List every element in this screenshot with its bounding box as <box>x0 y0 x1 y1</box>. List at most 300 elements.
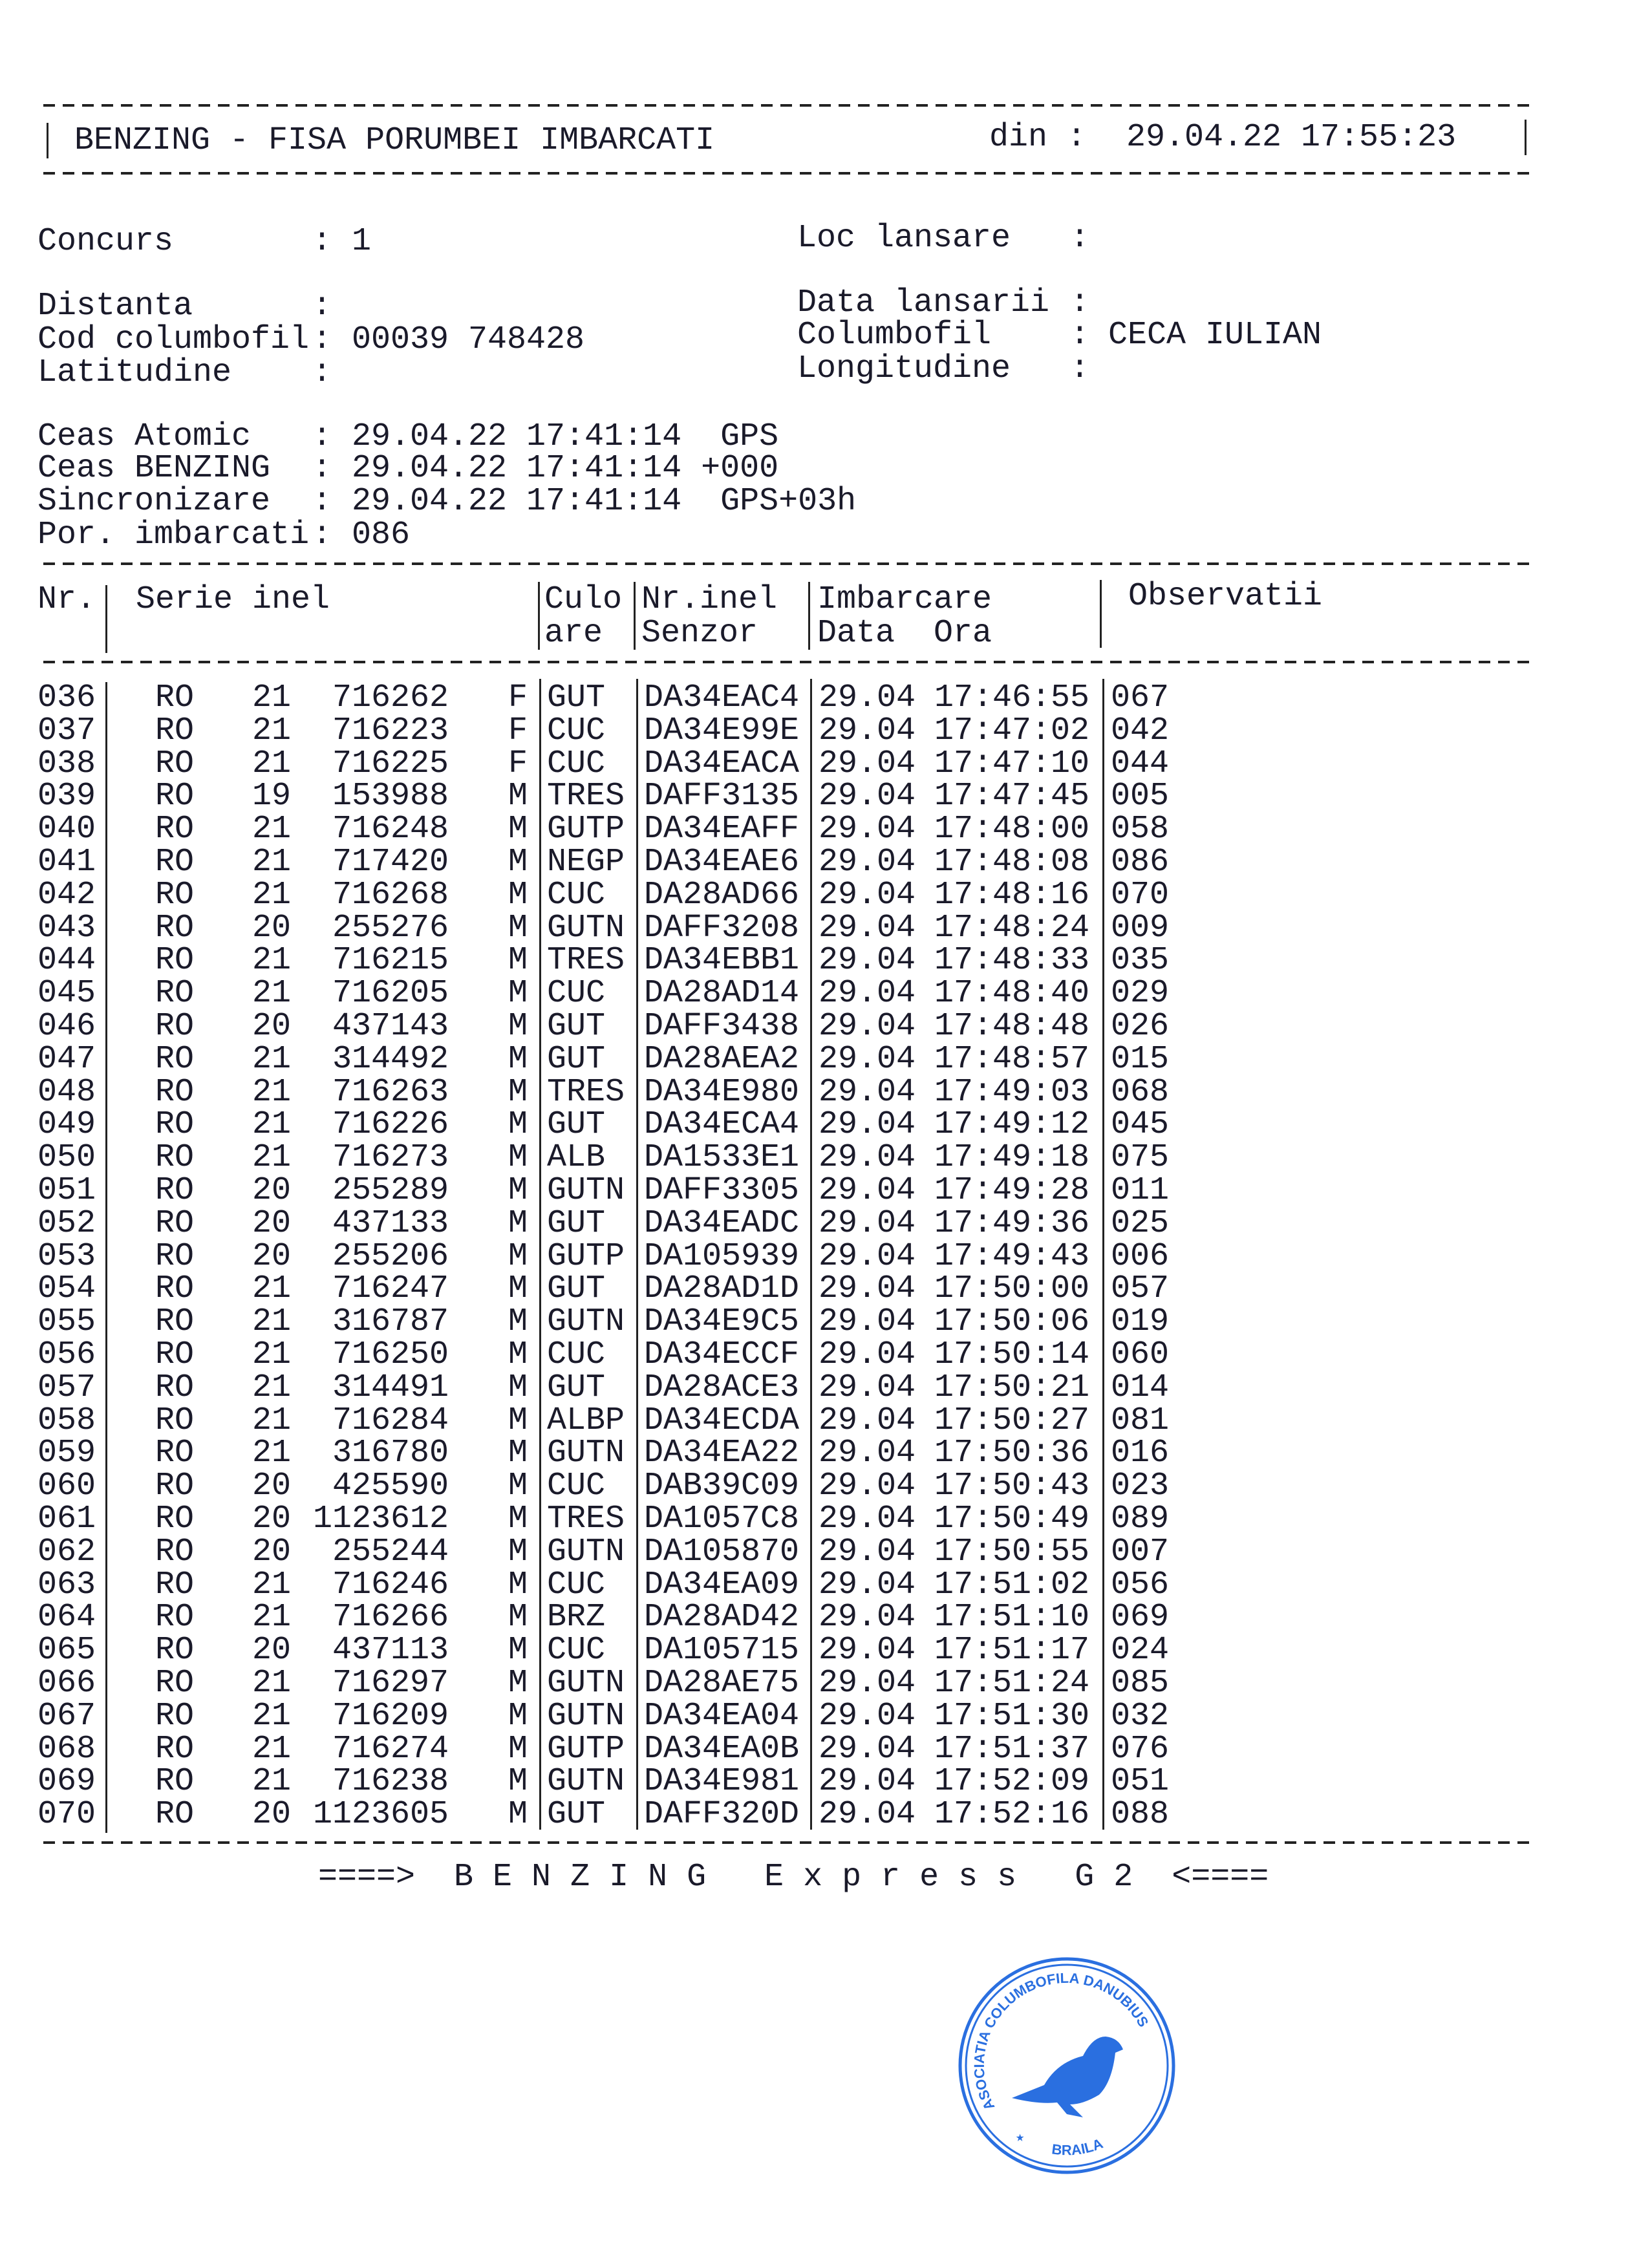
cell-year: 21 <box>252 745 292 782</box>
cell-ring-number: 716268 <box>332 876 449 914</box>
cell-date: 29.04 <box>819 1730 916 1768</box>
cell-time: 17:51:24 <box>934 1665 1090 1702</box>
cell-ring-number: 716263 <box>332 1073 449 1111</box>
cell-time: 17:48:08 <box>934 844 1090 881</box>
cell-sensor: DAFF3135 <box>644 778 800 815</box>
cell-nr: 046 <box>38 1008 96 1045</box>
cell-time: 17:49:12 <box>934 1106 1090 1144</box>
cell-observatii: 067 <box>1111 679 1170 716</box>
cell-country: RO <box>155 1073 195 1111</box>
cell-date: 29.04 <box>819 1073 916 1111</box>
cell-color: GUTP <box>547 1730 625 1768</box>
cell-year: 21 <box>252 844 292 881</box>
cell-color: GUTN <box>547 1533 625 1570</box>
cell-ring-number: 437143 <box>332 1008 449 1045</box>
cell-ring-number: 716205 <box>332 975 449 1012</box>
columbofil-label: Columbofil <box>797 317 992 354</box>
cell-nr: 064 <box>38 1599 96 1636</box>
cell-date: 29.04 <box>819 942 916 979</box>
cell-sensor: DA34ECA4 <box>644 1106 800 1144</box>
cell-ring-number: 153988 <box>332 778 449 815</box>
cell-color: BRZ <box>547 1599 606 1636</box>
cell-color: CUC <box>547 1632 606 1669</box>
colon: : <box>1070 220 1090 257</box>
cell-time: 17:50:49 <box>934 1501 1090 1537</box>
cell-color: CUC <box>547 712 606 749</box>
cell-date: 29.04 <box>819 1139 916 1177</box>
ceas-atomic-label: Ceas Atomic <box>38 418 252 455</box>
cell-sensor: DAFF320D <box>644 1796 800 1834</box>
cell-sensor: DA34EAFF <box>644 811 800 848</box>
cell-date: 29.04 <box>819 811 916 848</box>
cell-color: GUTP <box>547 1237 625 1275</box>
cell-color: CUC <box>547 745 606 782</box>
cell-country: RO <box>155 975 195 1012</box>
cell-sensor: DAFF3305 <box>644 1172 800 1209</box>
cell-color: GUT <box>547 1204 606 1242</box>
cell-date: 29.04 <box>819 1435 916 1472</box>
header-culoare: Culo <box>544 581 623 618</box>
cell-ring-number: 425590 <box>332 1468 449 1505</box>
cell-observatii: 035 <box>1111 942 1170 979</box>
data-lansarii-label: Data lansarii <box>797 284 1050 321</box>
cell-time: 17:51:10 <box>934 1599 1090 1636</box>
cell-time: 17:50:14 <box>934 1336 1090 1373</box>
cell-country: RO <box>155 1008 195 1045</box>
cell-ring-number: 316787 <box>332 1303 449 1341</box>
cell-observatii: 005 <box>1111 778 1170 815</box>
cell-observatii: 016 <box>1111 1435 1170 1472</box>
cell-sex: M <box>508 876 528 914</box>
cell-time: 17:48:57 <box>934 1040 1090 1078</box>
cell-country: RO <box>155 1172 195 1209</box>
cell-observatii: 085 <box>1111 1665 1170 1702</box>
cell-sex: F <box>508 679 528 716</box>
cell-observatii: 032 <box>1111 1697 1170 1735</box>
cell-sensor: DA1533E1 <box>644 1139 800 1177</box>
cell-ring-number: 716250 <box>332 1336 449 1373</box>
cell-sex: M <box>508 1303 528 1341</box>
cell-color: GUTP <box>547 811 625 848</box>
cell-date: 29.04 <box>819 778 916 815</box>
cell-date: 29.04 <box>819 1270 916 1308</box>
cell-sex: M <box>508 1599 528 1636</box>
cell-observatii: 069 <box>1111 1599 1170 1636</box>
cell-nr: 059 <box>38 1435 96 1472</box>
cell-sex: M <box>508 811 528 848</box>
cell-country: RO <box>155 1599 195 1636</box>
cell-date: 29.04 <box>819 1763 916 1801</box>
cell-date: 29.04 <box>819 1796 916 1834</box>
cell-nr: 056 <box>38 1336 96 1373</box>
cell-country: RO <box>155 679 195 716</box>
cell-sex: M <box>508 1566 528 1603</box>
cell-country: RO <box>155 876 195 914</box>
cell-observatii: 011 <box>1111 1172 1170 1209</box>
cell-date: 29.04 <box>819 1632 916 1669</box>
cell-country: RO <box>155 1435 195 1472</box>
cod-columbofil-value: 00039 748428 <box>352 321 585 358</box>
stamp-bottom-text: BRAILA <box>1051 2135 1106 2159</box>
cell-sensor: DA105715 <box>644 1632 800 1669</box>
cell-sex: M <box>508 1402 528 1439</box>
cell-color: GUT <box>547 1008 606 1045</box>
cell-country: RO <box>155 909 195 947</box>
cell-sensor: DA28AD42 <box>644 1599 800 1636</box>
cell-observatii: 070 <box>1111 876 1170 914</box>
cell-sex: M <box>508 1533 528 1570</box>
cell-time: 17:48:48 <box>934 1008 1090 1045</box>
cell-year: 21 <box>252 1435 292 1472</box>
svg-text:BRAILA <box>1051 2135 1105 2159</box>
cod-columbofil-label: Cod columbofil <box>38 321 310 358</box>
cell-nr: 048 <box>38 1073 96 1111</box>
column-divider <box>1100 580 1102 648</box>
colon: : <box>312 517 332 553</box>
cell-date: 29.04 <box>819 1501 916 1537</box>
cell-color: GUTN <box>547 1435 625 1472</box>
cell-time: 17:46:55 <box>934 679 1090 716</box>
cell-year: 21 <box>252 1763 292 1801</box>
cell-year: 20 <box>252 1533 292 1570</box>
cell-color: ALBP <box>547 1402 625 1439</box>
cell-observatii: 025 <box>1111 1204 1170 1242</box>
cell-date: 29.04 <box>819 1040 916 1078</box>
cell-time: 17:52:09 <box>934 1763 1090 1801</box>
cell-country: RO <box>155 1402 195 1439</box>
footer-banner: ====> B E N Z I N G E x p r e s s G 2 <==== <box>318 1859 1269 1896</box>
cell-ring-number: 716284 <box>332 1402 449 1439</box>
cell-time: 17:50:00 <box>934 1270 1090 1308</box>
cell-ring-number: 255289 <box>332 1172 449 1209</box>
cell-nr: 043 <box>38 909 96 947</box>
cell-observatii: 058 <box>1111 811 1170 848</box>
cell-sensor: DA34E9C5 <box>644 1303 800 1341</box>
cell-observatii: 015 <box>1111 1040 1170 1078</box>
cell-nr: 051 <box>38 1172 96 1209</box>
cell-color: CUC <box>547 1468 606 1505</box>
cell-sex: M <box>508 942 528 979</box>
cell-sensor: DA34ECCF <box>644 1336 800 1373</box>
cell-year: 20 <box>252 1501 292 1537</box>
sincronizare-value: 29.04.22 17:41:14 GPS+03h <box>352 483 857 520</box>
cell-date: 29.04 <box>819 745 916 782</box>
cell-nr: 065 <box>38 1632 96 1669</box>
cell-country: RO <box>155 778 195 815</box>
por-imbarcati-label: Por. imbarcati <box>38 517 310 553</box>
cell-date: 29.04 <box>819 844 916 881</box>
colon: : <box>312 223 332 260</box>
cell-year: 21 <box>252 1336 292 1373</box>
cell-ring-number: 314492 <box>332 1040 449 1078</box>
colon: : <box>1070 317 1090 354</box>
cell-sex: M <box>508 1697 528 1735</box>
cell-year: 20 <box>252 1468 292 1505</box>
cell-sex: M <box>508 1270 528 1308</box>
cell-color: TRES <box>547 1501 625 1537</box>
colon: : <box>312 321 332 358</box>
cell-year: 21 <box>252 1139 292 1177</box>
cell-country: RO <box>155 745 195 782</box>
cell-sex: M <box>508 1468 528 1505</box>
cell-observatii: 056 <box>1111 1566 1170 1603</box>
cell-date: 29.04 <box>819 909 916 947</box>
cell-time: 17:50:06 <box>934 1303 1090 1341</box>
column-divider <box>105 682 107 1833</box>
cell-ring-number: 716238 <box>332 1763 449 1801</box>
cell-time: 17:49:43 <box>934 1237 1090 1275</box>
cell-color: CUC <box>547 975 606 1012</box>
cell-sex: M <box>508 1336 528 1373</box>
cell-time: 17:47:10 <box>934 745 1090 782</box>
cell-sex: F <box>508 712 528 749</box>
cell-color: CUC <box>547 1566 606 1603</box>
cell-year: 20 <box>252 909 292 947</box>
cell-year: 21 <box>252 1730 292 1768</box>
cell-sex: M <box>508 975 528 1012</box>
cell-country: RO <box>155 1665 195 1702</box>
cell-sex: M <box>508 1204 528 1242</box>
cell-country: RO <box>155 1697 195 1735</box>
cell-date: 29.04 <box>819 1599 916 1636</box>
cell-sex: M <box>508 1501 528 1537</box>
column-divider <box>538 582 540 650</box>
cell-color: TRES <box>547 778 625 815</box>
cell-ring-number: 716246 <box>332 1566 449 1603</box>
cell-nr: 054 <box>38 1270 96 1308</box>
cell-year: 20 <box>252 1237 292 1275</box>
cell-observatii: 026 <box>1111 1008 1170 1045</box>
cell-ring-number: 716209 <box>332 1697 449 1735</box>
cell-time: 17:48:40 <box>934 975 1090 1012</box>
cell-date: 29.04 <box>819 1237 916 1275</box>
report-date-value: 29.04.22 17:55:23 <box>1126 119 1457 156</box>
cell-date: 29.04 <box>819 876 916 914</box>
cell-ring-number: 314491 <box>332 1369 449 1406</box>
ceas-benzing-label: Ceas BENZING <box>38 450 271 487</box>
cell-color: TRES <box>547 942 625 979</box>
cell-date: 29.04 <box>819 1369 916 1406</box>
divider <box>43 1841 1530 1844</box>
cell-observatii: 019 <box>1111 1303 1170 1341</box>
cell-year: 21 <box>252 1303 292 1341</box>
cell-sex: F <box>508 745 528 782</box>
colon: : <box>312 418 332 455</box>
cell-time: 17:50:27 <box>934 1402 1090 1439</box>
cell-sensor: DA28AD1D <box>644 1270 800 1308</box>
column-divider <box>810 679 812 1830</box>
cell-ring-number: 717420 <box>332 844 449 881</box>
cell-time: 17:49:03 <box>934 1073 1090 1111</box>
cell-color: GUT <box>547 1369 606 1406</box>
cell-color: GUT <box>547 1106 606 1144</box>
cell-sensor: DA34EA09 <box>644 1566 800 1603</box>
report-date-label: din : <box>989 119 1087 156</box>
cell-sex: M <box>508 1665 528 1702</box>
cell-date: 29.04 <box>819 1204 916 1242</box>
cell-country: RO <box>155 1730 195 1768</box>
cell-sensor: DAFF3208 <box>644 909 800 947</box>
cell-sex: M <box>508 1763 528 1801</box>
cell-ring-number: 716223 <box>332 712 449 749</box>
cell-time: 17:49:18 <box>934 1139 1090 1177</box>
cell-nr: 052 <box>38 1204 96 1242</box>
colon: : <box>312 288 332 325</box>
cell-nr: 050 <box>38 1139 96 1177</box>
star-icon: ★ <box>1016 2130 1025 2146</box>
cell-observatii: 086 <box>1111 844 1170 881</box>
column-divider <box>634 582 636 650</box>
cell-sensor: DA34EA04 <box>644 1697 800 1735</box>
cell-color: GUT <box>547 679 606 716</box>
cell-year: 21 <box>252 1697 292 1735</box>
cell-date: 29.04 <box>819 1336 916 1373</box>
cell-time: 17:50:55 <box>934 1533 1090 1570</box>
cell-time: 17:50:21 <box>934 1369 1090 1406</box>
cell-nr: 037 <box>38 712 96 749</box>
header-senzor: Nr.inel <box>641 581 778 618</box>
divider <box>43 104 1530 107</box>
cell-nr: 058 <box>38 1402 96 1439</box>
cell-country: RO <box>155 942 195 979</box>
cell-nr: 038 <box>38 745 96 782</box>
cell-sex: M <box>508 1139 528 1177</box>
cell-color: GUTN <box>547 1303 625 1341</box>
cell-color: GUTN <box>547 909 625 947</box>
latitudine-label: Latitudine <box>38 354 232 391</box>
cell-country: RO <box>155 712 195 749</box>
cell-ring-number: 255276 <box>332 909 449 947</box>
colon: : <box>1070 350 1090 387</box>
cell-sensor: DA34EA0B <box>644 1730 800 1768</box>
cell-time: 17:50:43 <box>934 1468 1090 1505</box>
cell-nr: 070 <box>38 1796 96 1834</box>
cell-sensor: DA28AD14 <box>644 975 800 1012</box>
cell-nr: 040 <box>38 811 96 848</box>
cell-nr: 063 <box>38 1566 96 1603</box>
cell-nr: 053 <box>38 1237 96 1275</box>
cell-country: RO <box>155 844 195 881</box>
cell-time: 17:48:16 <box>934 876 1090 914</box>
cell-country: RO <box>155 1501 195 1537</box>
colon: : <box>312 450 332 487</box>
cell-sensor: DA34E980 <box>644 1073 800 1111</box>
header-imbarcare-data-ora: Data Ora <box>817 615 992 652</box>
cell-nr: 055 <box>38 1303 96 1341</box>
divider <box>43 562 1530 565</box>
cell-nr: 069 <box>38 1763 96 1801</box>
pigeon-icon <box>1012 2037 1123 2117</box>
cell-observatii: 029 <box>1111 975 1170 1012</box>
cell-observatii: 023 <box>1111 1468 1170 1505</box>
cell-country: RO <box>155 1237 195 1275</box>
cell-sex: M <box>508 844 528 881</box>
cell-ring-number: 716266 <box>332 1599 449 1636</box>
colon: : <box>1070 284 1090 321</box>
cell-sex: M <box>508 1237 528 1275</box>
columbofil-value: CECA IULIAN <box>1108 317 1322 354</box>
cell-ring-number: 255244 <box>332 1533 449 1570</box>
cell-sex: M <box>508 1632 528 1669</box>
cell-time: 17:48:24 <box>934 909 1090 947</box>
cell-time: 17:50:36 <box>934 1435 1090 1472</box>
distanta-label: Distanta <box>38 288 193 325</box>
cell-year: 21 <box>252 712 292 749</box>
cell-date: 29.04 <box>819 1172 916 1209</box>
cell-year: 20 <box>252 1172 292 1209</box>
cell-year: 21 <box>252 942 292 979</box>
cell-observatii: 042 <box>1111 712 1170 749</box>
cell-country: RO <box>155 1336 195 1373</box>
divider <box>43 661 1530 663</box>
cell-color: CUC <box>547 876 606 914</box>
cell-nr: 044 <box>38 942 96 979</box>
cell-sex: M <box>508 1106 528 1144</box>
cell-sensor: DA34E981 <box>644 1763 800 1801</box>
cell-date: 29.04 <box>819 1008 916 1045</box>
cell-observatii: 060 <box>1111 1336 1170 1373</box>
cell-year: 21 <box>252 1566 292 1603</box>
cell-color: GUTN <box>547 1697 625 1735</box>
cell-time: 17:49:28 <box>934 1172 1090 1209</box>
association-stamp <box>954 1952 1180 2179</box>
cell-sensor: DA28AD66 <box>644 876 800 914</box>
cell-sensor: DA28ACE3 <box>644 1369 800 1406</box>
cell-observatii: 044 <box>1111 745 1170 782</box>
cell-year: 19 <box>252 778 292 815</box>
cell-sex: M <box>508 1008 528 1045</box>
cell-ring-number: 437113 <box>332 1632 449 1669</box>
cell-observatii: 057 <box>1111 1270 1170 1308</box>
cell-sensor: DA105870 <box>644 1533 800 1570</box>
cell-ring-number: 716248 <box>332 811 449 848</box>
cell-ring-number: 716225 <box>332 745 449 782</box>
concurs-label: Concurs <box>38 223 174 260</box>
cell-time: 17:48:00 <box>934 811 1090 848</box>
cell-year: 20 <box>252 1204 292 1242</box>
cell-ring-number: 716247 <box>332 1270 449 1308</box>
cell-observatii: 076 <box>1111 1730 1170 1768</box>
header-senzor: Senzor <box>641 615 758 652</box>
cell-sensor: DA1057C8 <box>644 1501 800 1537</box>
cell-sensor: DA105939 <box>644 1237 800 1275</box>
column-divider <box>105 585 107 653</box>
cell-sensor: DA34EA22 <box>644 1435 800 1472</box>
ceas-atomic-value: 29.04.22 17:41:14 GPS <box>352 418 779 455</box>
report-title: BENZING - FISA PORUMBEI IMBARCATI <box>74 122 715 159</box>
longitudine-label: Longitudine <box>797 350 1011 387</box>
cell-observatii: 075 <box>1111 1139 1170 1177</box>
cell-year: 21 <box>252 1599 292 1636</box>
cell-time: 17:51:17 <box>934 1632 1090 1669</box>
cell-observatii: 014 <box>1111 1369 1170 1406</box>
cell-nr: 067 <box>38 1697 96 1735</box>
cell-sensor: DAB39C09 <box>644 1468 800 1505</box>
cell-sensor: DA28AE75 <box>644 1665 800 1702</box>
cell-country: RO <box>155 1204 195 1242</box>
cell-nr: 066 <box>38 1665 96 1702</box>
header-nr: Nr. <box>38 581 96 618</box>
cell-nr: 042 <box>38 876 96 914</box>
cell-time: 17:47:45 <box>934 778 1090 815</box>
column-divider <box>808 582 810 650</box>
cell-sensor: DAFF3438 <box>644 1008 800 1045</box>
cell-observatii: 006 <box>1111 1237 1170 1275</box>
cell-country: RO <box>155 1040 195 1078</box>
header-serie-inel: Serie inel <box>136 581 330 618</box>
concurs-value: 1 <box>352 223 372 260</box>
cell-ring-number: 1123605 <box>312 1796 449 1834</box>
